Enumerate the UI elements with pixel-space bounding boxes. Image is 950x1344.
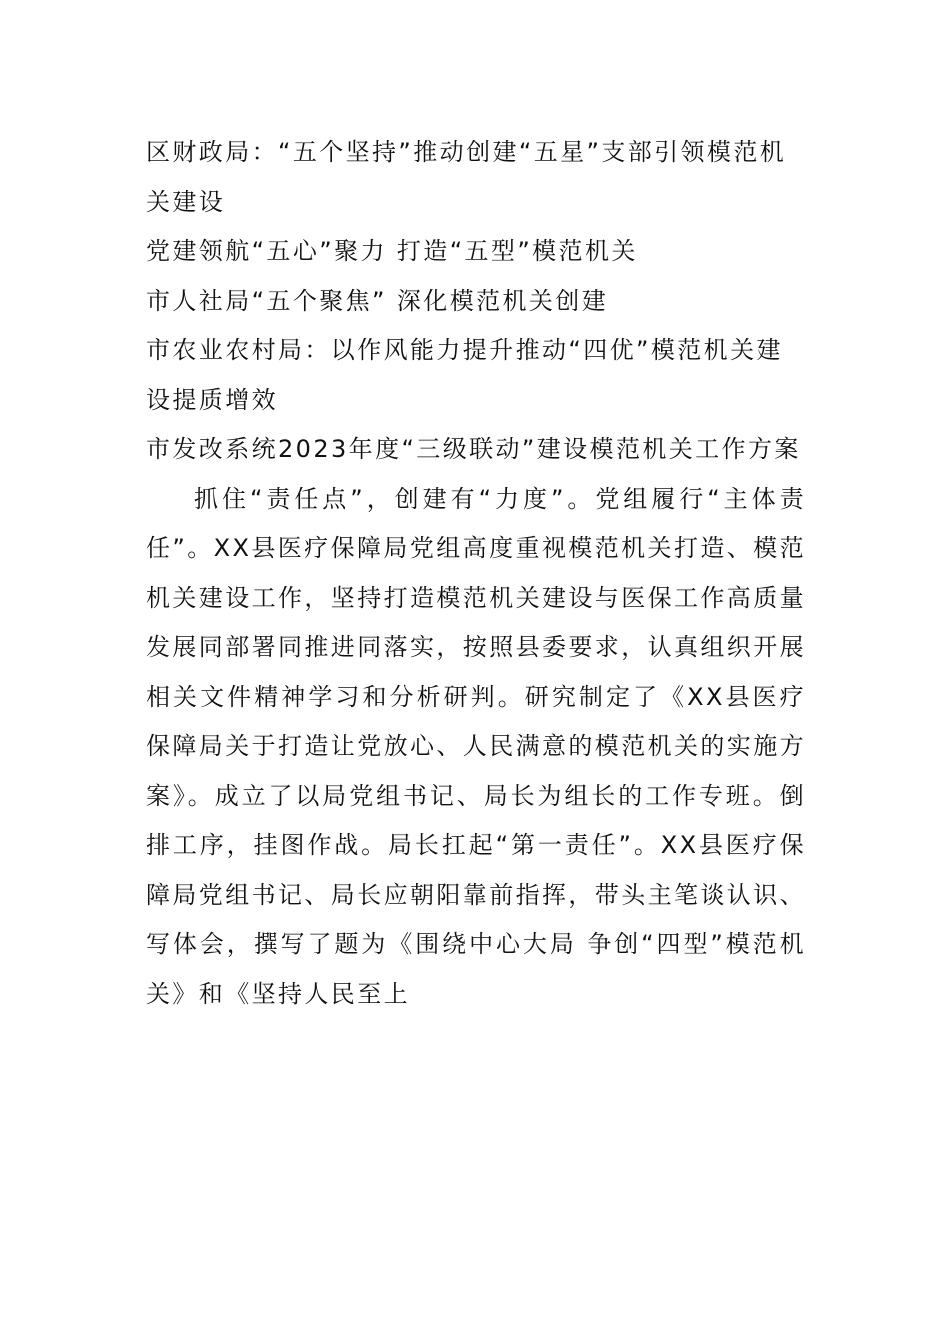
article-title-4: 市农业农村局：以作风能力提升推动“四优”模范机关建设提质增效 <box>146 336 783 414</box>
article-title-2: 党建领航“五心”聚力 打造“五型”模范机关 <box>146 237 638 265</box>
article-title-3: 市人社局“五个聚焦” 深化模范机关创建 <box>146 286 609 315</box>
document-content <box>146 128 806 1019</box>
body-paragraph: 抓住“责任点”，创建有“力度”。党组履行“主体责任”。XX县医疗保障局党组高度重视模范机关打造、模范机关建设工作，坚持打造模范机关建设与医保工作高质量发展同部署同推进同落实，按照县委要求，认真组织开展相关文件精神学习和分析研判。研究制定了《XX县医疗保障局关于打造让党放心、人民满意的模范机关的实施方案》。成立了以局党组书记、局长为组长的工作专班。倒排工序，挂图作战。局长扛起“第一责任”。XX县医疗保障局党组书记、局长应朝阳靠前指挥，带头主笔谈认识、写体会，撰写了题为《围绕中心大局 争创“四型”模范机关》和《坚持人民至上 <box>146 484 806 1008</box>
article-title-1: 区财政局：“五个坚持”推动创建“五星”支部引领模范机关建设 <box>146 138 787 216</box>
article-title-5: 市发改系统2023年度“三级联动”建设模范机关工作方案 <box>146 435 801 463</box>
